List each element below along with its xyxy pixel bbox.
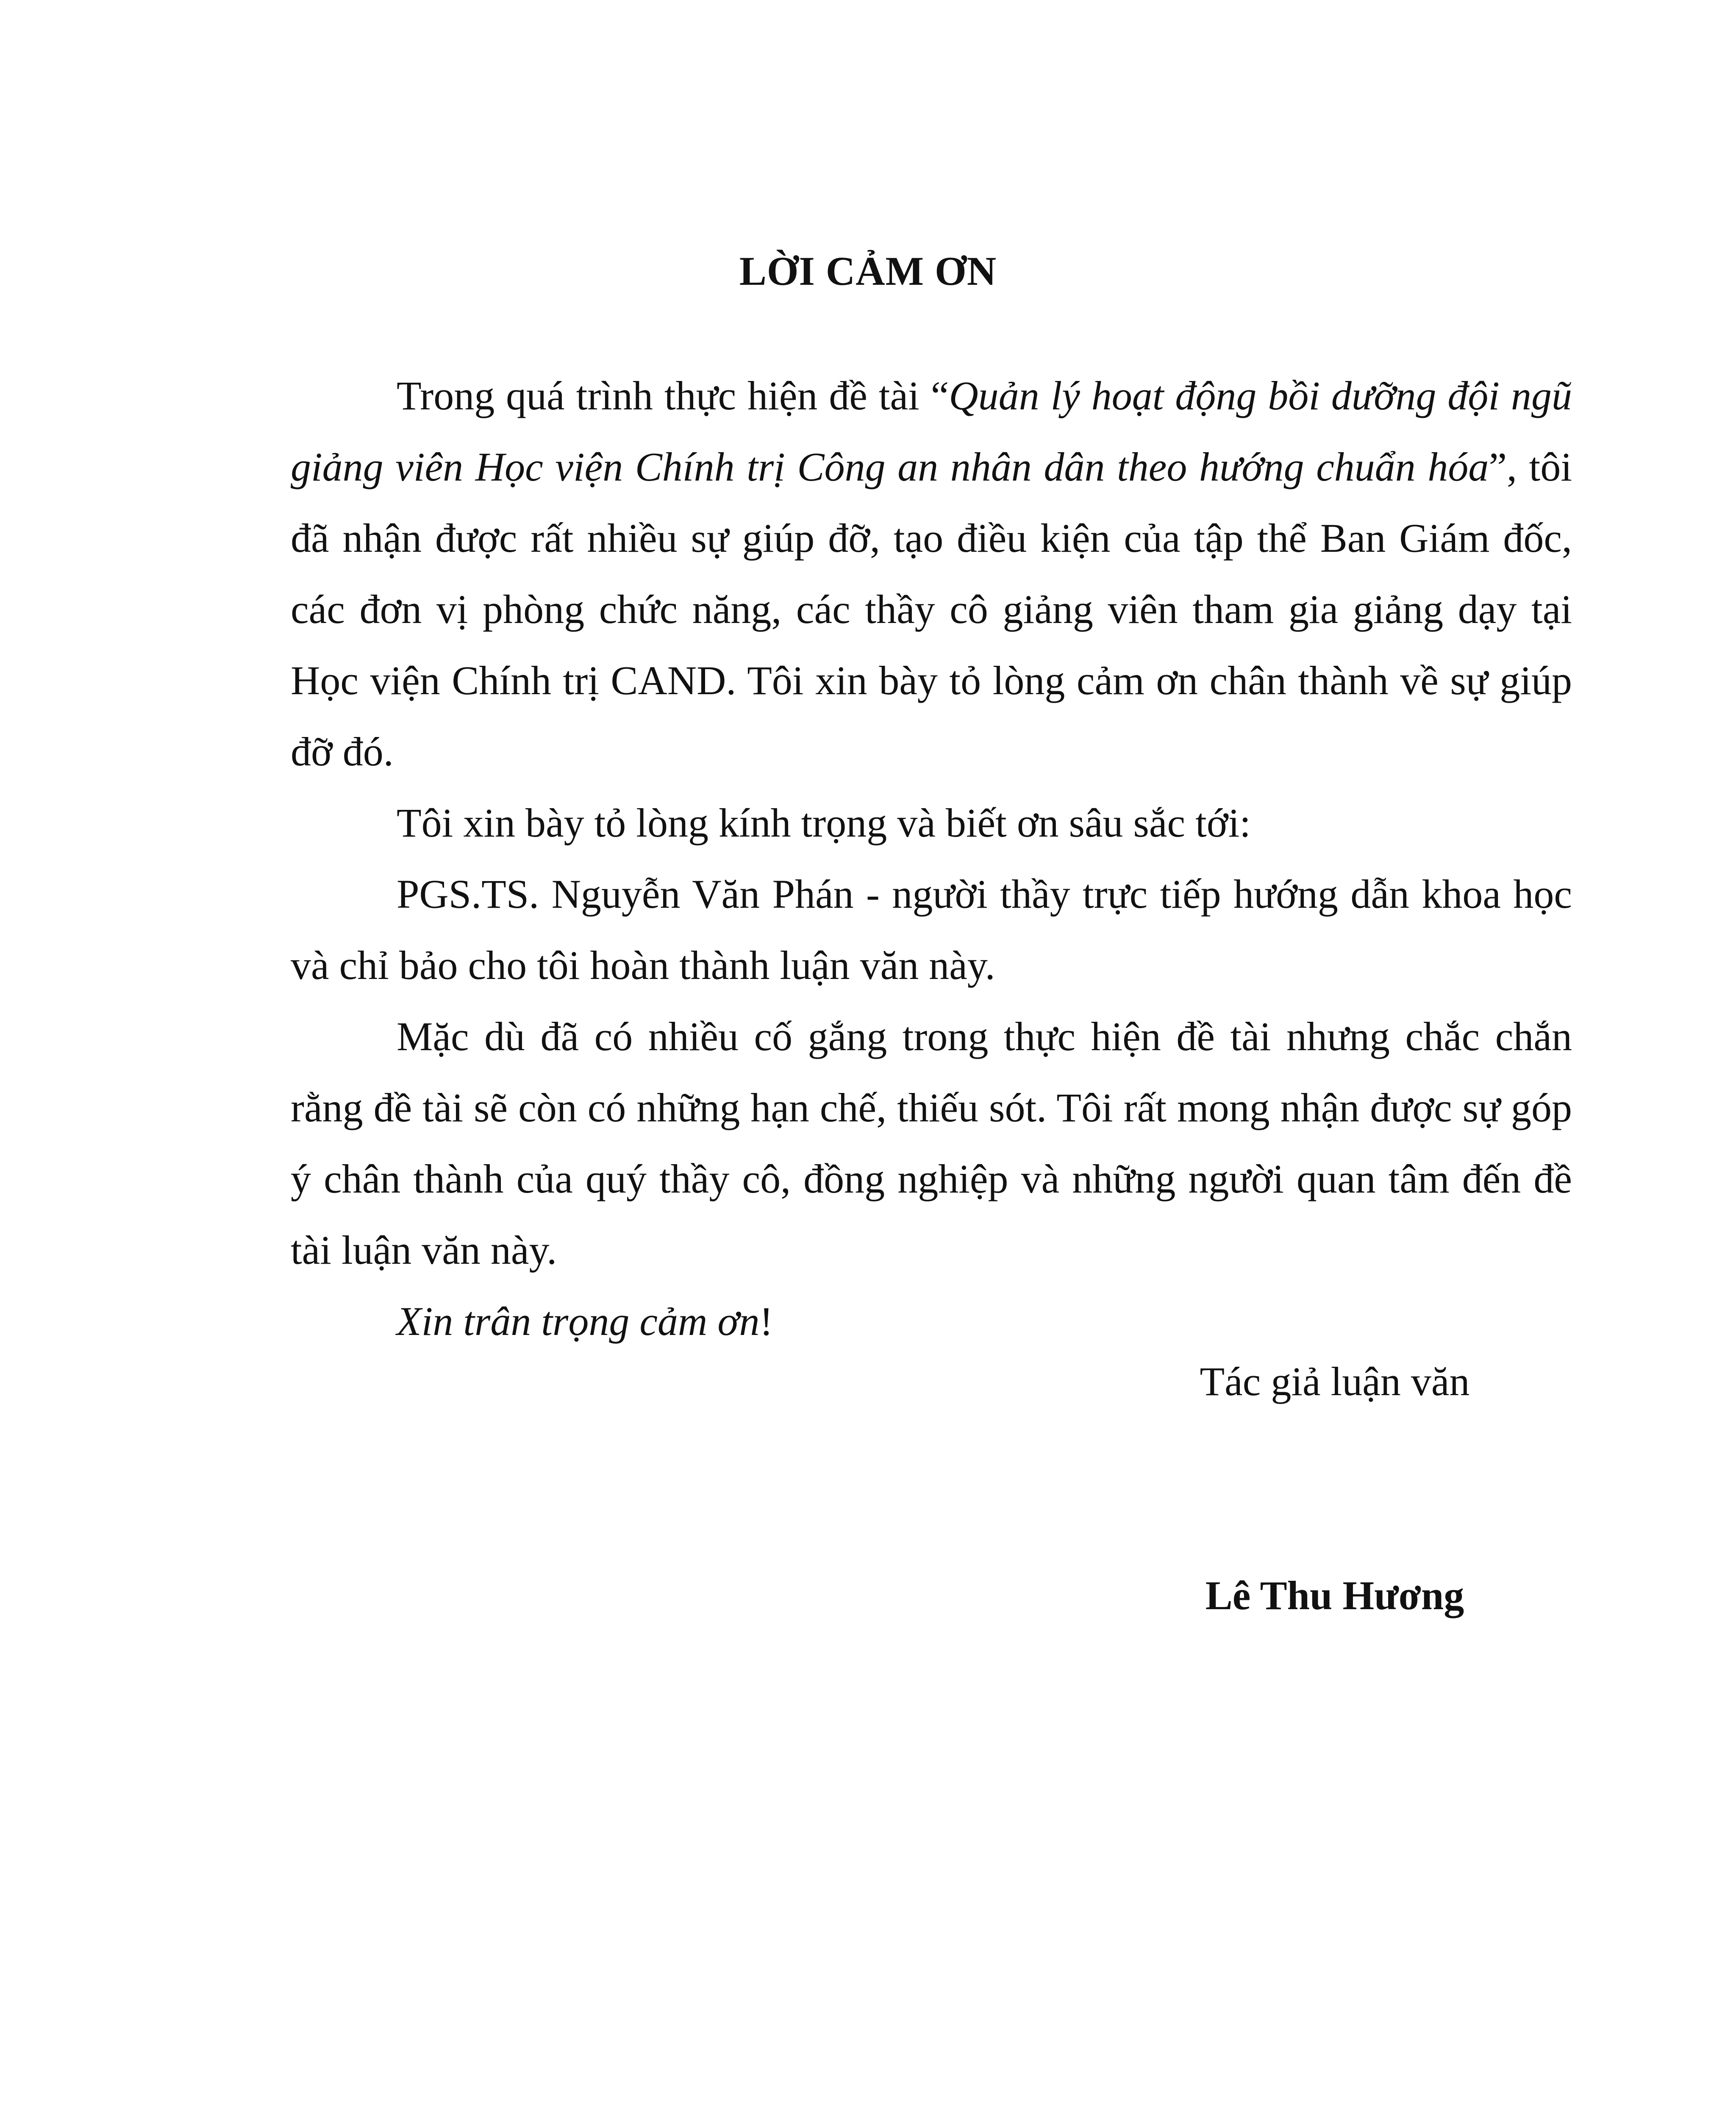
closing-punctuation: ! [759, 1299, 773, 1344]
signature-label: Tác giả luận văn [1200, 1359, 1470, 1404]
paragraph-1-lead: Trong quá trình thực hiện đề tài “ [397, 373, 949, 418]
closing-thanks: Xin trân trọng cảm ơn [397, 1299, 760, 1344]
page-title: LỜI CẢM ƠN [739, 248, 997, 294]
paragraph-3: PGS.TS. Nguyễn Văn Phán - người thầy trực tiếp hướng dẫn khoa học và chỉ bảo cho tôi hoàn thành luận văn này. [291, 871, 1572, 988]
paragraph-2: Tôi xin bày tỏ lòng kính trọng và biết ơn sâu sắc tới: [397, 800, 1251, 845]
paragraph-1 [291, 360, 1572, 787]
paragraph-1-rest: ”, tôi đã nhận được rất nhiều sự giúp đỡ, tạo điều kiện của tập thể Ban Giám đốc, các đơn vị phòng chức năng, các thầy cô giảng viên tham gia giảng dạy tại Học viện Chính trị CAND. Tôi xin bày tỏ lòng cảm ơn chân thành về sự giúp đỡ đó. [291, 444, 1572, 774]
paragraph-5 [291, 1286, 1572, 1357]
paragraph-4: Mặc dù đã có nhiều cố gắng trong thực hiện đề tài nhưng chắc chắn rằng đề tài sẽ còn có những hạn chế, thiếu sót. Tôi rất mong nhận được sự góp ý chân thành của quý thầy cô, đồng nghiệp và những người quan tâm đến đề tài luận văn này. [291, 1014, 1572, 1273]
author-name: Lê Thu Hương [1205, 1573, 1464, 1618]
thesis-title: Quản lý hoạt động bồi dưỡng đội ngũ giảng viên Học viện Chính trị Công an nhân dân theo hướng chuẩn hóa [291, 373, 1572, 489]
acknowledgement-body [291, 360, 1572, 1357]
